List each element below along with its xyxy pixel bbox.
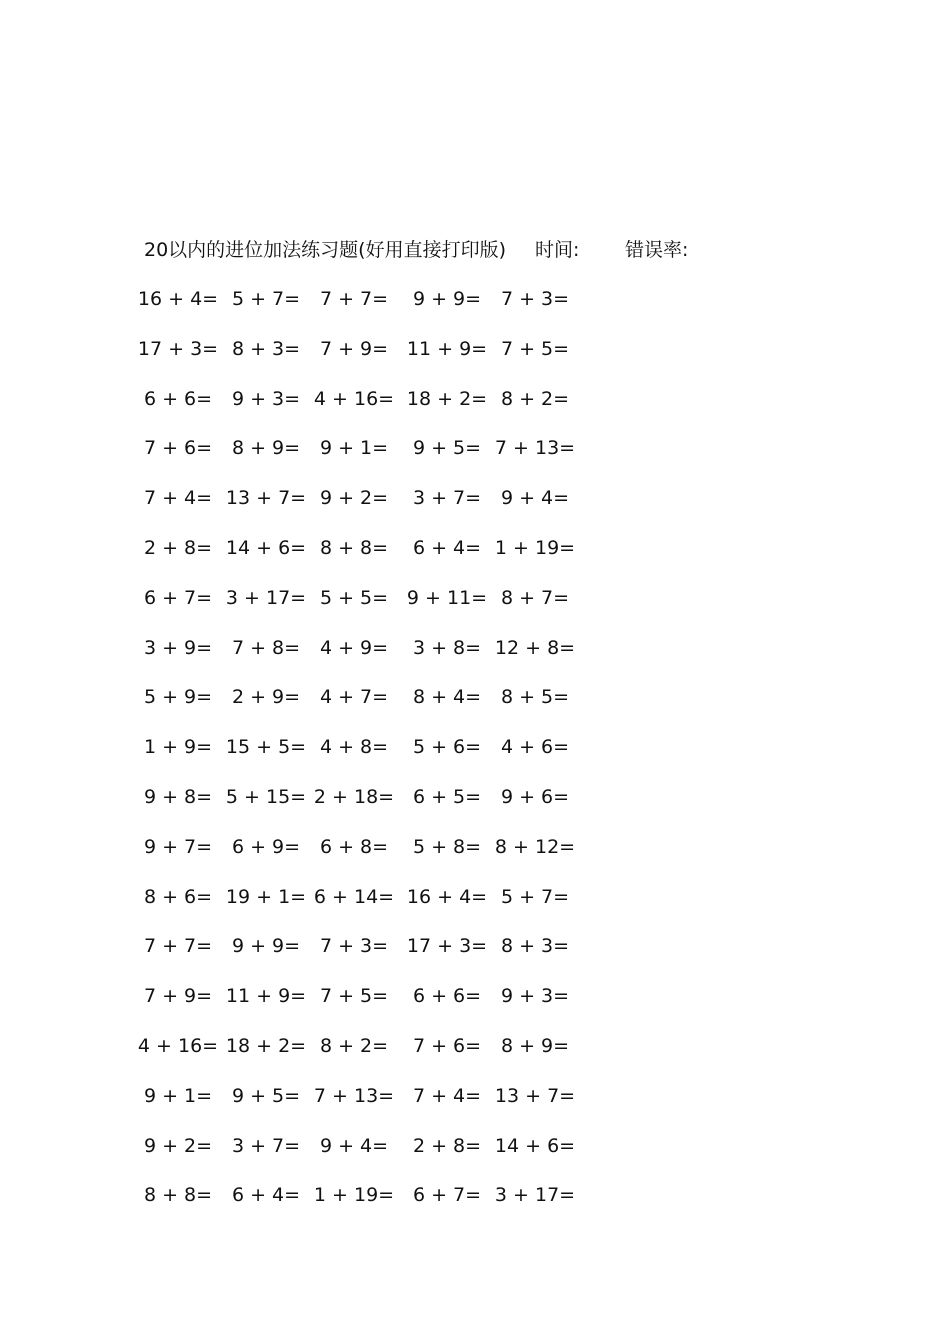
problem-cell: 9 + 4= [319, 1134, 389, 1157]
problem-cell: 6 + 4= [231, 1184, 301, 1207]
problem-cell: 2 + 9= [231, 686, 301, 709]
problem-cell: 6 + 6= [412, 985, 482, 1008]
problem-cell: 9 + 3= [500, 985, 570, 1008]
problem-grid [0, 284, 950, 1230]
problem-cell: 4 + 16= [313, 387, 395, 410]
problem-cell: 8 + 6= [143, 885, 213, 908]
problem-row [0, 633, 950, 683]
problem-cell: 7 + 8= [231, 636, 301, 659]
time-label: 时间: [535, 239, 580, 261]
problem-row [0, 1081, 950, 1131]
problem-cell: 18 + 2= [406, 387, 488, 410]
problem-cell: 8 + 7= [500, 586, 570, 609]
problem-cell: 13 + 7= [494, 1084, 576, 1107]
problem-cell: 8 + 2= [500, 387, 570, 410]
problem-cell: 5 + 9= [143, 686, 213, 709]
problem-cell: 1 + 9= [143, 736, 213, 759]
problem-cell: 11 + 9= [225, 985, 307, 1008]
problem-cell: 9 + 1= [319, 437, 389, 460]
problem-cell: 8 + 12= [494, 835, 576, 858]
problem-cell: 7 + 13= [494, 437, 576, 460]
problem-cell: 7 + 9= [319, 337, 389, 360]
problem-cell: 9 + 5= [231, 1084, 301, 1107]
problem-cell: 7 + 3= [319, 935, 389, 958]
problem-cell: 9 + 2= [319, 487, 389, 510]
problem-row [0, 832, 950, 882]
problem-row [0, 931, 950, 981]
problem-cell: 9 + 3= [231, 387, 301, 410]
problem-cell: 14 + 6= [494, 1134, 576, 1157]
problem-cell: 5 + 7= [500, 885, 570, 908]
problem-cell: 4 + 7= [319, 686, 389, 709]
problem-cell: 7 + 9= [143, 985, 213, 1008]
problem-row [0, 882, 950, 932]
problem-cell: 6 + 14= [313, 885, 395, 908]
problem-cell: 8 + 5= [500, 686, 570, 709]
problem-cell: 8 + 3= [500, 935, 570, 958]
problem-cell: 5 + 8= [412, 835, 482, 858]
problem-cell: 7 + 6= [143, 437, 213, 460]
problem-cell: 7 + 7= [143, 935, 213, 958]
problem-cell: 2 + 8= [412, 1134, 482, 1157]
problem-cell: 8 + 8= [319, 536, 389, 559]
problem-cell: 9 + 8= [143, 785, 213, 808]
problem-cell: 7 + 5= [500, 337, 570, 360]
problem-row [0, 1180, 950, 1230]
problem-cell: 2 + 8= [143, 536, 213, 559]
problem-cell: 3 + 7= [231, 1134, 301, 1157]
problem-cell: 1 + 19= [313, 1184, 395, 1207]
problem-cell: 6 + 4= [412, 536, 482, 559]
problem-cell: 5 + 5= [319, 586, 389, 609]
problem-cell: 19 + 1= [225, 885, 307, 908]
error-rate-label: 错误率: [625, 239, 689, 261]
problem-cell: 6 + 8= [319, 835, 389, 858]
problem-row [0, 1131, 950, 1181]
problem-cell: 1 + 19= [494, 536, 576, 559]
problem-cell: 14 + 6= [225, 536, 307, 559]
problem-cell: 6 + 5= [412, 785, 482, 808]
problem-cell: 3 + 17= [225, 586, 307, 609]
problem-row [0, 384, 950, 434]
problem-cell: 12 + 8= [494, 636, 576, 659]
problem-cell: 9 + 9= [412, 288, 482, 310]
problem-cell: 9 + 4= [500, 487, 570, 510]
problem-cell: 8 + 8= [143, 1184, 213, 1207]
problem-cell: 4 + 8= [319, 736, 389, 759]
problem-row [0, 284, 950, 334]
problem-cell: 16 + 4= [406, 885, 488, 908]
problem-cell: 11 + 9= [406, 337, 488, 360]
problem-cell: 8 + 4= [412, 686, 482, 709]
problem-row [0, 682, 950, 732]
problem-cell: 8 + 3= [231, 337, 301, 360]
worksheet-header [0, 236, 950, 264]
problem-cell: 13 + 7= [225, 487, 307, 510]
problem-row [0, 981, 950, 1031]
problem-cell: 6 + 7= [412, 1184, 482, 1207]
problem-cell: 17 + 3= [137, 337, 219, 360]
problem-cell: 5 + 6= [412, 736, 482, 759]
problem-cell: 4 + 6= [500, 736, 570, 759]
problem-cell: 3 + 9= [143, 636, 213, 659]
problem-cell: 7 + 4= [143, 487, 213, 510]
problem-row [0, 533, 950, 583]
problem-cell: 18 + 2= [225, 1034, 307, 1057]
problem-cell: 9 + 6= [500, 785, 570, 808]
worksheet-title: 20以内的进位加法练习题(好用直接打印版) [144, 239, 507, 261]
problem-cell: 9 + 1= [143, 1084, 213, 1107]
problem-cell: 6 + 7= [143, 586, 213, 609]
problem-cell: 9 + 9= [231, 935, 301, 958]
problem-cell: 2 + 18= [313, 785, 395, 808]
problem-cell: 7 + 6= [412, 1034, 482, 1057]
problem-cell: 9 + 2= [143, 1134, 213, 1157]
problem-cell: 7 + 7= [319, 288, 389, 310]
problem-cell: 8 + 9= [231, 437, 301, 460]
problem-row [0, 433, 950, 483]
problem-cell: 5 + 15= [225, 785, 307, 808]
problem-cell: 7 + 3= [500, 288, 570, 310]
problem-row [0, 334, 950, 384]
problem-cell: 9 + 7= [143, 835, 213, 858]
problem-cell: 7 + 4= [412, 1084, 482, 1107]
problem-cell: 9 + 5= [412, 437, 482, 460]
problem-cell: 17 + 3= [406, 935, 488, 958]
problem-cell: 8 + 2= [319, 1034, 389, 1057]
problem-cell: 7 + 13= [313, 1084, 395, 1107]
problem-cell: 4 + 9= [319, 636, 389, 659]
problem-cell: 9 + 11= [406, 586, 488, 609]
problem-row [0, 583, 950, 633]
problem-cell: 3 + 8= [412, 636, 482, 659]
problem-row [0, 782, 950, 832]
problem-cell: 4 + 16= [137, 1034, 219, 1057]
problem-cell: 15 + 5= [225, 736, 307, 759]
problem-cell: 7 + 5= [319, 985, 389, 1008]
problem-cell: 16 + 4= [137, 288, 219, 310]
problem-row [0, 732, 950, 782]
problem-cell: 6 + 6= [143, 387, 213, 410]
problem-cell: 3 + 17= [494, 1184, 576, 1207]
problem-cell: 5 + 7= [231, 288, 301, 310]
problem-cell: 6 + 9= [231, 835, 301, 858]
problem-cell: 8 + 9= [500, 1034, 570, 1057]
problem-row [0, 483, 950, 533]
problem-cell: 3 + 7= [412, 487, 482, 510]
problem-row [0, 1031, 950, 1081]
